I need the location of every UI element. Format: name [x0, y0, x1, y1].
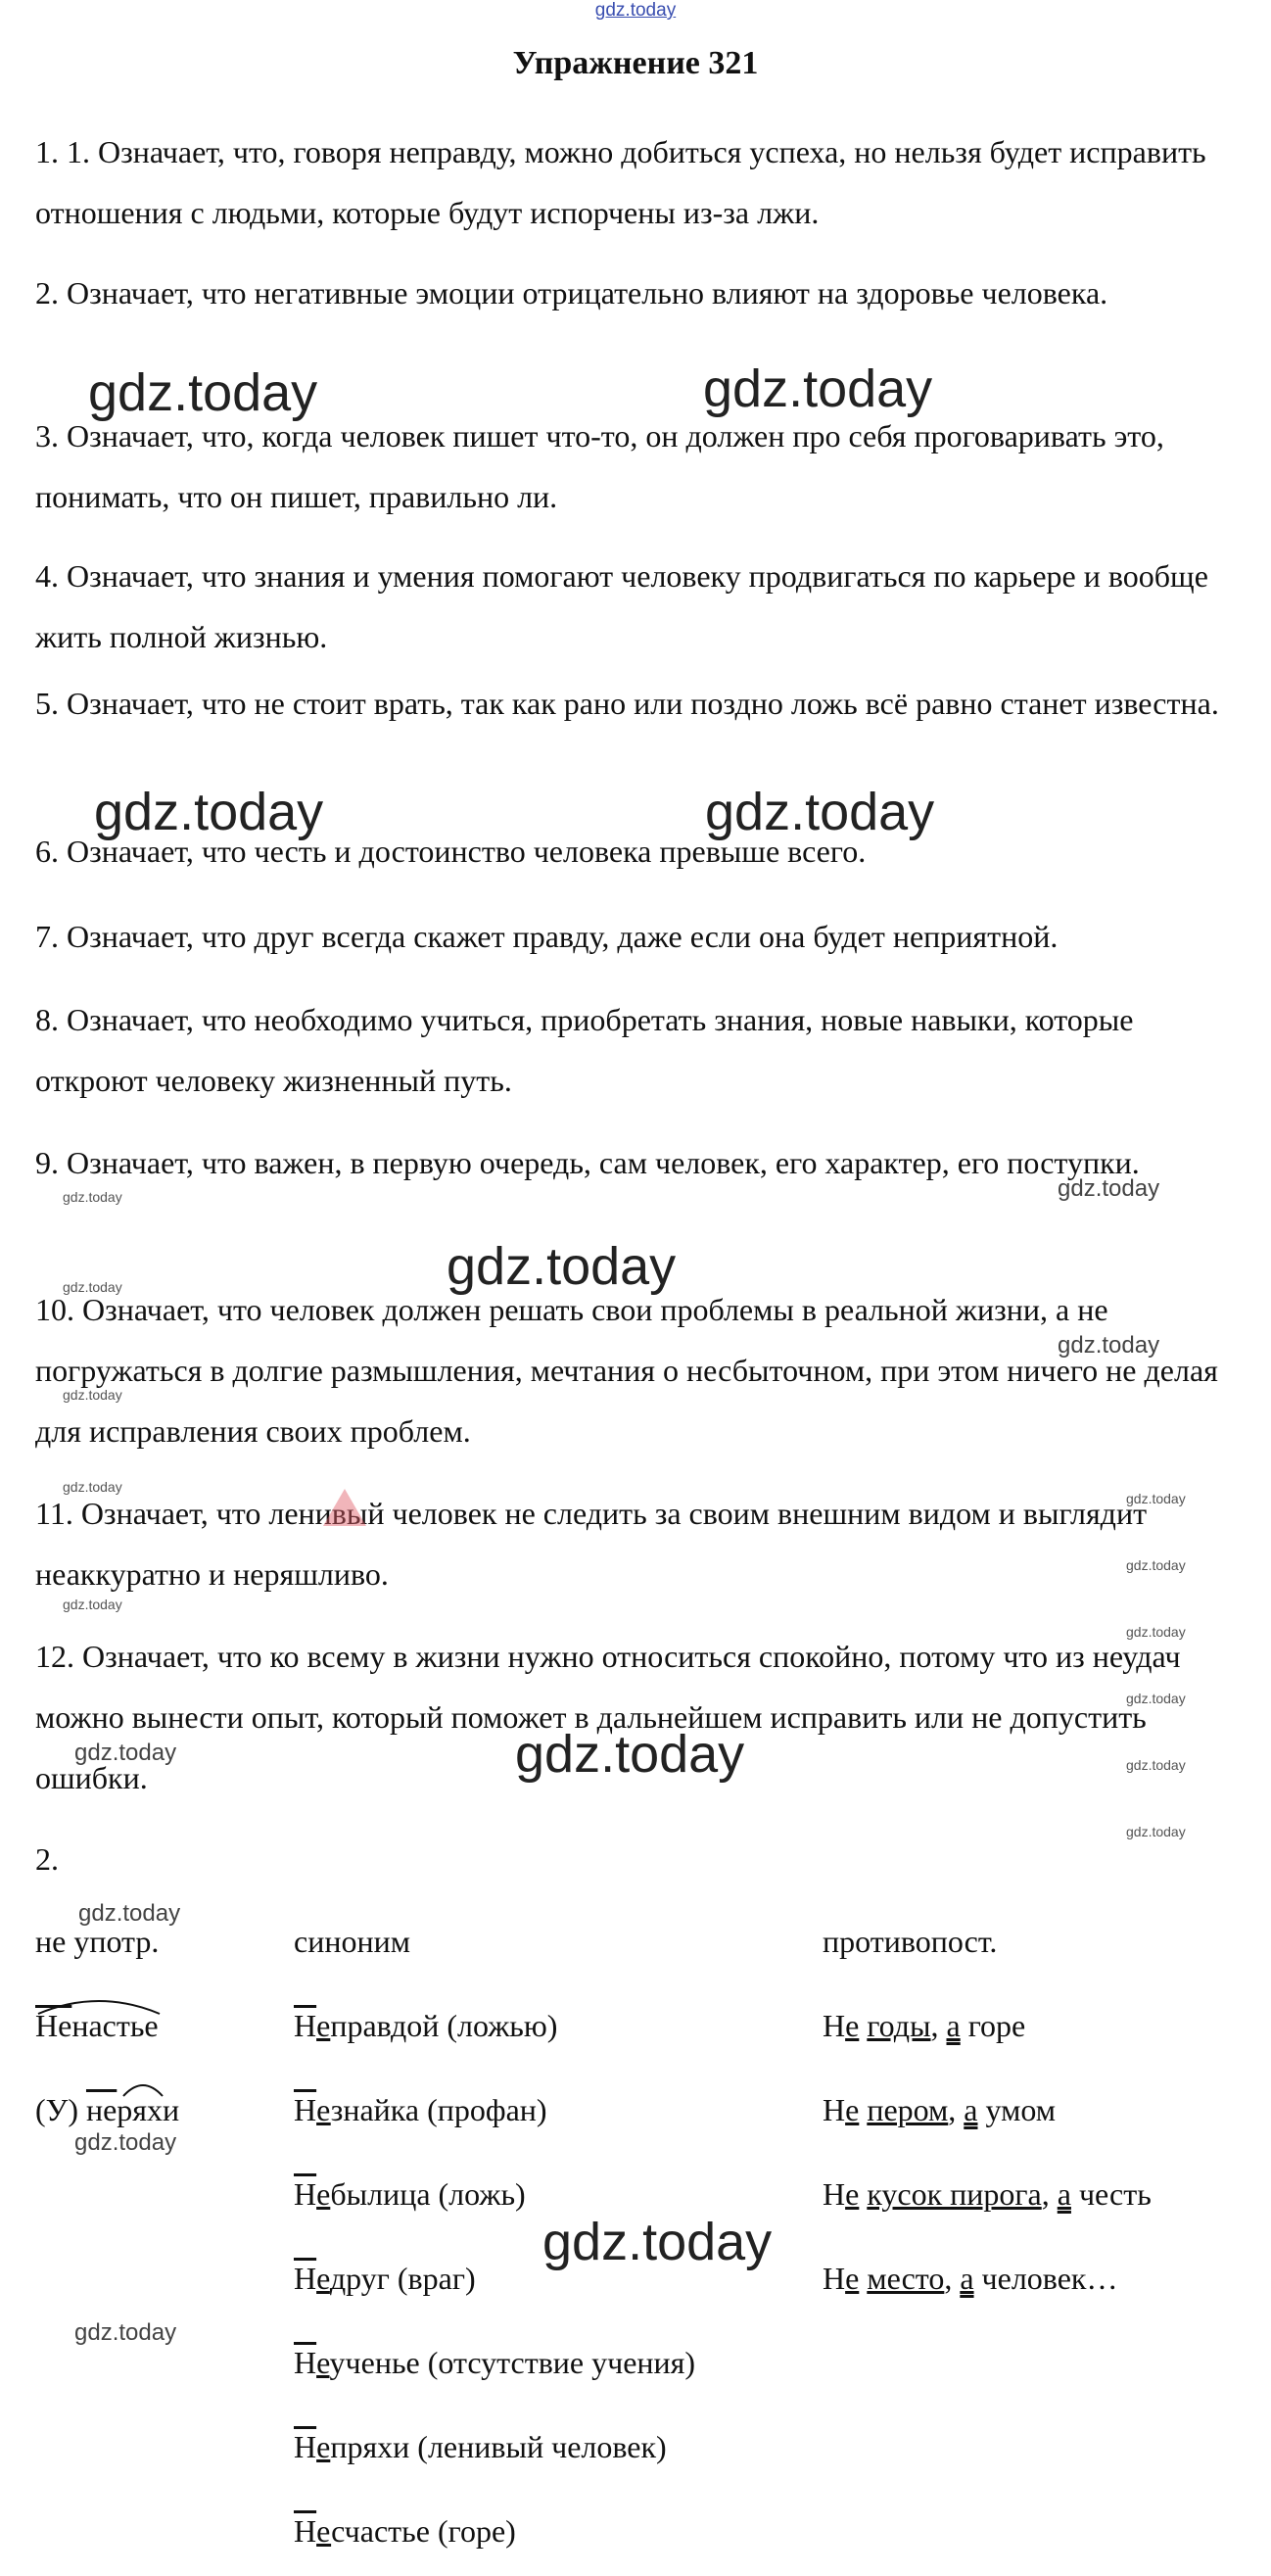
synonym-row-3: Небылица (ложь): [294, 2176, 526, 2212]
word-nenastye: Ненастье: [35, 2008, 159, 2043]
opposition-row-3: Не кусок пирога, а честь: [823, 2176, 1152, 2212]
answer-item-4: 4. Означает, что знания и умения помогают человеку продвигаться по карьере и вообще жить полной жизнью.: [35, 558, 1208, 654]
site-mark: gdz.today: [594, 0, 677, 21]
watermark: gdz.today: [74, 1740, 177, 1766]
stamp-mark: [321, 1487, 368, 1538]
watermark: gdz.today: [78, 1900, 181, 1927]
answer-item-12: 12. Означает, что ко всему в жизни нужно относиться спокойно, потому что из неудач можно вынести опыт, который поможет в дальнейшем исправить или не допустить ошибки.: [35, 1639, 1181, 1795]
watermark: gdz.today: [94, 783, 324, 841]
synonym-row-6: Непряхи (ленивый человек): [294, 2429, 667, 2464]
answer-item-6: 6. Означает, что честь и достоинство человека превыше всего.: [35, 834, 867, 869]
watermark: gdz.today: [1126, 1491, 1186, 1506]
answer-item-9: 9. Означает, что важен, в первую очередь, сам человек, его характер, его поступки.: [35, 1145, 1140, 1180]
answer-item-1: 1. 1. Означает, что, говоря неправду, можно добиться успеха, но нельзя будет исправить отношения с людьми, которые будут испорчены из-за лжи.: [35, 134, 1206, 230]
watermark: gdz.today: [542, 2213, 773, 2271]
answer-item-10: 10. Означает, что человек должен решать свои проблемы в реальной жизни, а не погружаться в долгие размышления, мечтания о несбыточном, при этом ничего не делая для исправления своих проблем.: [35, 1292, 1218, 1449]
answer-item-2: 2. Означает, что негативные эмоции отрицательно влияют на здоровье человека.: [35, 275, 1108, 310]
opposition-row-1: Не годы, а горе: [823, 2008, 1026, 2043]
word-neryakhi: (У) неряхи: [35, 2092, 180, 2127]
watermark: gdz.today: [88, 363, 318, 422]
synonym-row-4: Недруг (враг): [294, 2261, 476, 2296]
watermark: gdz.today: [447, 1237, 677, 1296]
synonym-row-2: Незнайка (профан): [294, 2092, 547, 2127]
answer-item-8: 8. Означает, что необходимо учиться, приобретать знания, новые навыки, которые откроют человеку жизненный путь.: [35, 1002, 1134, 1098]
watermark: gdz.today: [63, 1279, 122, 1295]
watermark: gdz.today: [63, 1597, 122, 1612]
column-header-opposition: противопост.: [823, 1924, 998, 1959]
watermark: gdz.today: [1126, 1557, 1186, 1573]
watermark: gdz.today: [1058, 1175, 1160, 1202]
watermark: gdz.today: [515, 1725, 745, 1784]
watermark: gdz.today: [1126, 1824, 1186, 1839]
opposition-row-2: Не пером, а умом: [823, 2092, 1056, 2127]
synonym-row-5: Неученье (отсутствие учения): [294, 2345, 696, 2380]
column-header-not-used: не употр.: [35, 1924, 160, 1959]
answer-item-11: 11. Означает, что ленивый человек не следить за своим внешним видом и выглядит неаккуратно и неряшливо.: [35, 1496, 1148, 1592]
synonym-row-1: Неправдой (ложью): [294, 2008, 558, 2043]
watermark: gdz.today: [1058, 1332, 1160, 1359]
answer-item-3: 3. Означает, что, когда человек пишет что-то, он должен про себя проговаривать это, понимать, что он пишет, правильно ли.: [35, 418, 1164, 514]
task-2-number: 2.: [35, 1841, 59, 1877]
watermark: gdz.today: [1126, 1757, 1186, 1773]
watermark: gdz.today: [1126, 1624, 1186, 1640]
opposition-row-4: Не место, а человек…: [823, 2261, 1118, 2296]
answer-item-7: 7. Означает, что друг всегда скажет правду, даже если она будет неприятной.: [35, 919, 1059, 954]
watermark: gdz.today: [63, 1387, 122, 1403]
watermark: gdz.today: [63, 1189, 122, 1205]
page-title: Упражнение 321: [512, 45, 759, 81]
watermark: gdz.today: [703, 359, 933, 418]
synonym-row-7: Несчастье (горе): [294, 2513, 516, 2549]
watermark: gdz.today: [1126, 1691, 1186, 1706]
answer-item-5: 5. Означает, что не стоит врать, так как рано или поздно ложь всё равно станет известна.: [35, 686, 1219, 721]
watermark: gdz.today: [705, 783, 935, 841]
watermark: gdz.today: [63, 1479, 122, 1495]
watermark: gdz.today: [74, 2319, 177, 2346]
watermark: gdz.today: [74, 2129, 177, 2156]
column-header-synonym: синоним: [294, 1924, 410, 1959]
